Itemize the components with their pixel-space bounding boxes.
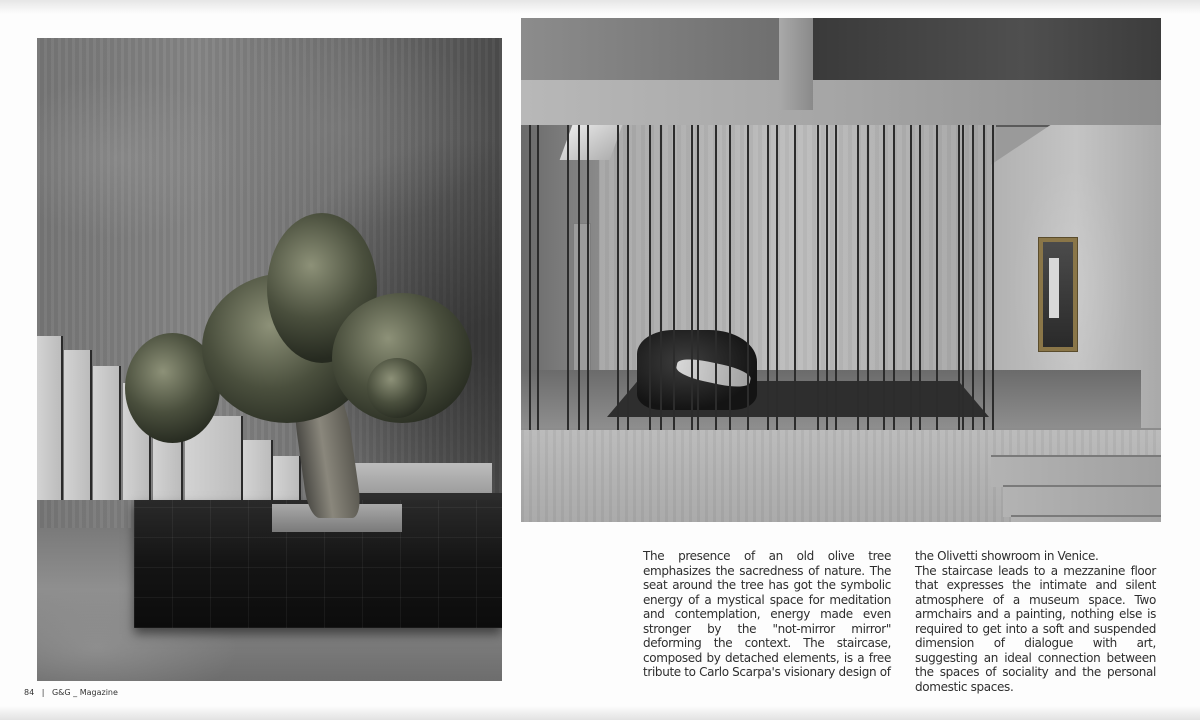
rod xyxy=(529,125,531,430)
rod xyxy=(627,125,629,430)
stair-block xyxy=(273,456,301,500)
rod xyxy=(983,125,985,430)
folio-separator: | xyxy=(41,688,45,697)
floating-landing xyxy=(337,463,492,493)
vertical-beam xyxy=(779,18,813,110)
rod xyxy=(857,125,859,430)
ceiling-right xyxy=(813,18,1161,80)
rod xyxy=(578,125,580,430)
top-shadow xyxy=(0,0,1200,14)
rod xyxy=(567,125,569,430)
rod xyxy=(817,125,819,430)
rod xyxy=(691,125,693,430)
rod xyxy=(893,125,895,430)
stair-block xyxy=(93,366,121,500)
rod xyxy=(919,125,921,430)
page-number: 84 xyxy=(24,688,35,697)
ceiling-left xyxy=(521,18,781,80)
body-text-column-2 xyxy=(915,549,1156,694)
rod xyxy=(972,125,974,430)
stair-step xyxy=(1011,515,1161,522)
rod xyxy=(958,125,960,430)
rod xyxy=(617,125,619,430)
rod xyxy=(767,125,769,430)
rod xyxy=(910,125,912,430)
left-photo-olive-tree xyxy=(37,38,502,681)
page-folio xyxy=(24,688,123,697)
rod xyxy=(936,125,938,430)
stair-block xyxy=(37,336,63,500)
rod xyxy=(729,125,731,430)
stair-step xyxy=(1003,485,1161,517)
rod xyxy=(747,125,749,430)
paragraph: The staircase leads to a mezzanine floor that expresses the intimate and silent atmosphere of a museum space. Two armchairs and a painting, nothing else is required to get into a soft and suspended dimension of dialogue with art, suggesting an ideal connection between the spaces of sociality and the personal domestic spaces. xyxy=(915,563,1156,694)
body-text-column-1 xyxy=(643,549,891,680)
rod xyxy=(715,125,717,430)
paragraph: The presence of an old olive tree emphasizes the sacredness of nature. The seat around the tree has got the symbolic energy of a mystical space for meditation and contemplation, energy made even stronger by the "not-mirror mirror" deforming the context. The staircase, composed by detached elements, is a free tribute to Carlo Scarpa's visionary design of xyxy=(643,549,891,679)
publication-name: G&G _ Magazine xyxy=(51,688,118,697)
rod xyxy=(883,125,885,430)
rod xyxy=(537,125,539,430)
rod xyxy=(826,125,828,430)
rod xyxy=(776,125,778,430)
stair-step xyxy=(991,455,1161,487)
right-photo-mezzanine xyxy=(521,18,1161,522)
rod xyxy=(649,125,651,430)
rod xyxy=(867,125,869,430)
rod xyxy=(794,125,796,430)
horizontal-beam xyxy=(521,80,1161,127)
rod xyxy=(587,125,589,430)
rod xyxy=(697,125,699,430)
stair-block xyxy=(243,440,273,500)
rod xyxy=(660,125,662,430)
olive-foliage xyxy=(367,358,427,418)
rod xyxy=(992,125,994,430)
rod xyxy=(835,125,837,430)
rod xyxy=(962,125,964,430)
stair-block xyxy=(64,350,92,500)
paragraph: the Olivetti showroom in Venice. xyxy=(915,549,1099,563)
painting-figure xyxy=(1049,258,1059,318)
bottom-shadow xyxy=(0,706,1200,720)
rod xyxy=(673,125,675,430)
